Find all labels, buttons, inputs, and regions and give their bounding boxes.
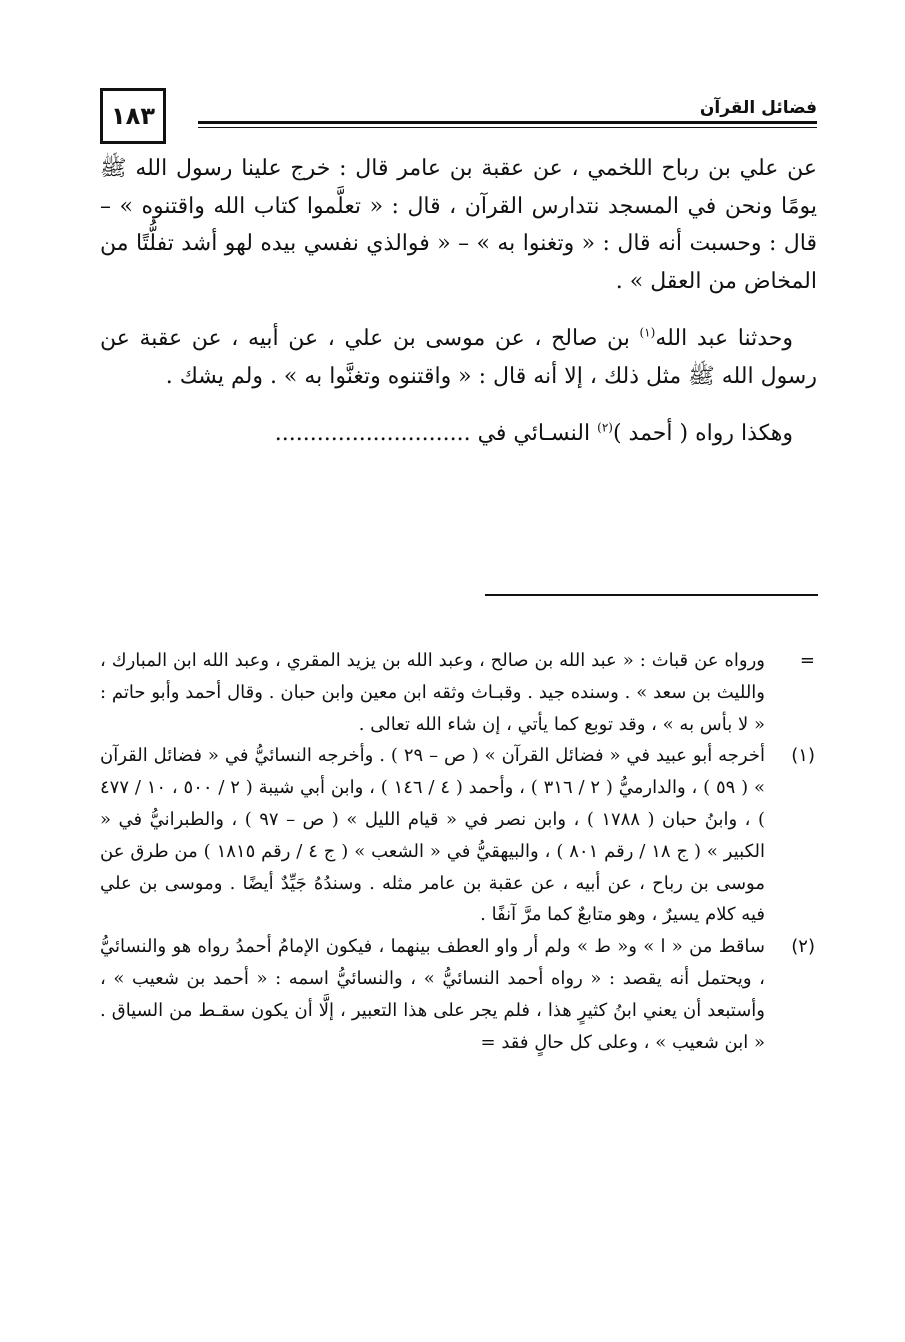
footnote-2-text: ساقط من « ا » و« ط » ولم أر واو العطف بينهما ، فيكون الإمامُ أحمدُ رواه هو والنسائيُّ ، ويحتمل أنه يقصد : « رواه أحمد النسائيُّ » ، والنسائيُّ اسمه : « أحمد بن شعيب » ، وأستبعد أن يعني ابنُ كثيرٍ هذا ، فلم يجر على هذا التعبير ، إلَّا أن يكون سقـط من السياق . « ابن شعيب » ، وعلى كل حالٍ فقد = — [100, 936, 765, 1053]
footnote-1-text: أخرجه أبو عبيد في « فضائل القرآن » ( ص – ٢٩ ) . وأخرجه النسائيُّ في « فضائل القرآن » ( ٥٩ ) ، والدارميُّ ( ٢ / ٣١٦ ) ، وأحمد ( ٤ / ١٤٦ ) ، وابن أبي شيبة ( ٢ / ٥٠٠ ، ١٠ / ٤٧٧ ) ، وابنُ حبان ( ١٧٨٨ ) ، وابن نصر في « قيام الليل » ( ص – ٩٧ ) ، والطبرانيُّ في « الكبير » ( ج ١٨ / رقم ٨٠١ ) ، والبيهقيُّ في « الشعب » ( ج ٤ / رقم ١٨١٥ ) من طرق عن موسى بن رباح ، عن أبيه ، عن عقبة بن عامر مثله . وسندُهُ جَيِّدٌ أيضًا . وموسى بن علي فيه كلام يسيرٌ ، وهو متابعٌ كما مرَّ آنفًا . — [100, 745, 766, 926]
footnote-continuation-text: ورواه عن قباث : « عبد الله بن صالح ، وعبد الله بن يزيد المقري ، وعبد الله ابن المبارك ، والليث بن سعد » . وسنده جيد . وقبـاث وثقه ابن معين وابن حبان . وقال أحمد وأبو حاتم : « لا بأس به » ، وقد توبع كما يأتي ، إن شاء الله تعالى . — [100, 650, 765, 735]
footnote-ref-1: (١) — [639, 325, 656, 340]
paragraph-2 — [100, 320, 817, 395]
footnotes — [100, 645, 817, 1058]
paragraph-3-part-b: النسـائي في — [470, 421, 598, 446]
running-title: فضائل القرآن — [699, 98, 817, 118]
paragraph-2-part-b: بن صالح ، عن موسى بن علي ، عن أبيه ، عن عقبة عن رسول الله ﷺ مثل ذلك ، إلا أنه قال : « واقتنوه وتغنَّوا به » . ولم يشك . — [100, 326, 817, 389]
ellipsis-dots: ............................ — [274, 421, 471, 446]
header-rule-thin — [198, 127, 817, 128]
footnote-2 — [100, 931, 817, 1058]
footnote-separator — [485, 594, 818, 596]
main-text — [100, 150, 817, 453]
footnote-2-mark: (٢) — [791, 936, 815, 958]
footnote-continuation — [100, 645, 817, 740]
paragraph-2-part-a: وحدثنا عبد الله — [655, 326, 793, 351]
footnote-1-mark: (١) — [791, 745, 815, 767]
footnote-ref-2: (٢) — [597, 420, 613, 435]
paragraph-1: عن علي بن رباح اللخمي ، عن عقبة بن عامر قال : خرج علينا رسول الله ﷺ يومًا ونحن في المسجد نتدارس القرآن ، قال : « تعلَّموا كتاب الله واقتنوه » ‍– قال : وحسبت أنه قال : « وتغنوا به » – « فوالذي نفسي بيده لهو أشد تفلُّتًا من المخاض من العقل » . — [100, 156, 817, 294]
paragraph-3-part-a: وهكذا رواه ( أحمد ) — [612, 421, 793, 446]
page-number: ١٨٣ — [100, 88, 166, 144]
footnote-1 — [100, 740, 817, 931]
paragraph-3 — [100, 415, 817, 453]
continuation-mark: = — [799, 650, 815, 671]
header-rule-thick — [198, 121, 817, 124]
